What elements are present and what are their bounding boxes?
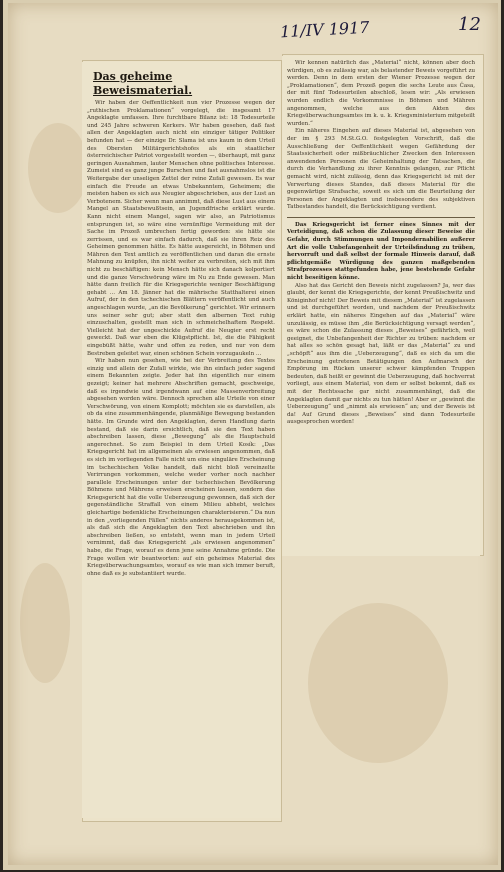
handwritten-folio-number: 12 [458,14,481,35]
column-divider-rule [287,217,475,218]
article-headline: Das geheime Beweismaterial. [93,70,193,97]
article-paragraph: Wir haben der Oeffentlichkeit nun vier Prozesse wegen der „ruthischen Proklamationen“ vorgelegt, die insgesamt 17 Angeklagte umfassen. Ihre furchtbare Bilanz ist: 18 Todesurteile und 245 Jahre schweren Kerkers. Wir haben gesehen, daß fast allen der Angeklagten auch nicht ein einziger tätiger Politiker befunden hat — der einzige Dr. Slama ist uns kaum in dem Urteil des Obersten Militärgerichtshofes als ein staatlicher österreichischer Patriot vorgestellt worden —, überhaupt, mit ganz geringen Ausnahmen, lauter Menschen ohne politisches Interesse. Zumeist sind es ganz junge Burschen und fast ausnahmslos ist die Weitergabe der unseligen Zettel der reine Zufall gewesen. Es war einfach die Freude an etwas Unbekanntem, Geheimem; die meisten haben es sich aus Neugier abgeschrieben, aus der Lust an Verbotenem. Sicher wenn man annimmt, daß diese Lust aus einem Mangel an Staatsbewußtsein, an Jugendfrische erklärt wurde. Kann nicht einem Mangel, sagen wir also, an Patriotismus entsprungen ist, so wäre eine vernünftige Vermeidung mit der Sache im Prozeß umbrechen fertig geworden: sie hätte sie zerrissen, und es war einfach dadurch, daß sie ihren Reiz des Geheimen genommen hätte. Es hätte ausgereicht, in Böhmen und Mähren den Text amtlich zu veröffentlichen und daran die ernste Mahnung zu knüpfen, ihn nicht weiter zu verbreiten, sich mit ihm nicht zu beschäftigen: kein Mensch hätte sich danach kolportiert und die ganze Verschwörung wäre im Nu zu Ende gewesen. Man hätte dann freilich für die Kriegsgerichte weniger Beschäftigung gehabt … Am 18. Jänner hat die mährische Statthalterei einen Aufruf, der in den tschechischen Blättern veröffentlicht und auch angeschlagen wurde, „an die Bevölkerung“ gerichtet. Wir erinnern uns seiner sehr gut; aber statt den albernen Text ruhig einzuschalten, gestellt man sich in schmeichelhaftem Respekt. Vielleicht hat der ungeschickte Aufruf die Neugier erst recht geweckt. Daß war eben die Klügstpflicht. Ist, die die Fähigkeit eingebüßt hätte, wahr und offen zu reden, und nur von dem Bestreben geleitet war, einen schönen Schein vorzugaukeln … [87,100,275,357]
paper-stain [20,563,70,683]
article-column-right [282,56,480,556]
article-paragraph-bold: Das Kriegsgericht ist ferner eines Sinnes mit der Verteidigung, daß schon die Zulassung dieser Beweise die Gefahr, durch Stimmungen und Impondernabilien außerer Art die volle Unbefangenheit der Urteilsfindung zu trüben, hervorruft und daß selbst der formale Hinweis darauf, daß pflichtgemäße Würdigung des ganzen maßgebenden Strafprozesses stattgefunden habe, jene bestehende Gefahr nicht beseitigen könne. [287,221,475,282]
paper-stain [28,123,88,213]
article-paragraph: Ein näheres Eingehen auf dieses Material ist, abgesehen von der im § 293 M.St.G.O. festgelegten Vorschrift, daß die Ausschließung der Oeffentlichkeit wegen Gefährdung der Staatssicherheit oder mißbräuchlicher Zwecken den Interessen anwendenden Personen die Geheimhaltung der Tatsachen, die durch die Verhandlung zu ihrer Kenntnis gelangen, zur Pflicht gemacht wird, nicht zulässig, denn das Kriegsgericht ist mit der Verwertung dieses Standes, daß dieses Material für die gegenwärtige Strafsache, soweit es sich um die Beurteilung der Personen der Angeklagten und insbesondere des subjektiven Tatbestandes handelt, die Berücksichtigung verdient. [287,128,475,211]
handwritten-date: 11/IV 1917 [279,17,370,42]
article-column-left [82,62,280,818]
article-paragraph: Wir haben nun gesehen, wie bei der Verbreitung des Textes einzig und allein der Zufall wirkte, wie ihn einfach jeder sagend einem Bekannten zeigte. Jeder hat ihn eigentlich nur einem gezeigt; keiner hat mehrere Abschriften gemacht, geschweige, daß es irgendwie und irgendwann auf eine Massenverbreitung abgesehen worden wäre. Dennoch sprechen alle Urteile von einer Verschwörung, von einem Komplott; möchten sie es darstellen, als ob da eine zusammenhängende, planmäßige Bewegung bestanden hätte. Im Grunde wird den Angeklagten, deren Handlung darin bestand, daß sie darin ersichtlich, daß sie den Text haben abschreiben lassen, diese „Bewegung“ als die Hauptschuld angerechnet. So zum Beispiel in dem Urteil Kosík: „Das Kriegsgericht hat im allgemeinen als erwiesen angenommen, daß es sich im vorliegenden Falle nicht um eine singuläre Erscheinung im tschechischen Volke handelt, daß nicht bloß vereinzelte Verirrungen vorkommen, welche weder vorher noch nachher parallele Erscheinungen unter der tschechischen Bevölkerung Böhmens und Mährens erweisen erscheinen lassen, sondern das Kriegsgericht hat die volle Ueberzeugung gewonnen, daß sich der gegenständliche Straffall von einem Milieu abhebt, welches gleichartige bedenkliche Erscheinungen charakterisieren.“ Da nun in den „vorliegenden Fällen“ nichts anderes herausgekommen ist, als daß sich die Angeklagten den Text abschrieben und ihn abschreiben ließen, so entsteht, wenn man in jedem Urteil vernimmt, daß das Kriegsgericht „als erwiesen angenommen“ habe, die Frage, worauf es denn jene seine Annahme gründe. Die Frage wollen wir beantworten: auf ein geheimes Material des Kriegsüberwachungsamtes, worauf es wie man sich immer beruft, ohne daß es je substantiiert wurde. [87,358,275,577]
article-paragraph: Also hat das Gericht den Beweis nicht zugelassen? Ja, wer das glaubt, der kennt die Kriegsgerichte, der kennt Preußischwitz und Königinhof nicht! Der Beweis mit diesem „Material“ ist zugelassen und ist durchgeführt worden, und nachdem der Preußischwitz erklärt hatte, ein näheres Eingehen auf das „Material“ wäre unzulässig, es müsse ihm „die Berücksichtigung versagt werden“, es wäre schon die Zulassung dieses „Beweises“ gefährlich, weil geeignet, die Unbefangenheit der Richter zu trüben: nachdem er hat alles so schön gesagt hat, läßt er das „Material“ zu und „schöpft“ aus ihm die „Ueberzeugung“, daß es sich da um die Erscheinung getretenen Betätigungen den Aufmarsch der Empörung im Rücken unserer schwer kämpfenden Truppen bedeuten, daß heißt er gewinnt die Ueberzeugung, daß hochverrat vorliegt, aus einem Material, von dem er selbst bekennt, daß es mit der Rechtssache gar nicht zusammenhängt, daß die Angeklagten damit gar nichts zu tun hätten! Aber er „gewinnt die Ueberzeugung“ und „nimmt als erwiesen“ an; und der Beweis ist da! Auf Grund dieses „Beweises“ sind dann Todesurteile ausgesprochen worden! [287,282,475,426]
article-paragraph: Wir kennen natürlich das „Material“ nicht, können aber doch würdigen, ob es zulässig war, als belastender Beweis vorgeführt zu werden. Denn in dem ersten der Wiener Prozesse wegen der „Proklamationen“, dem Prozeß gegen die sechs Leute aus Časa, der mit fünf Todesurteilen abschloß, lesen wir: „Als erwiesen wurden endlich die Vorkommnisse in Böhmen und Mähren angenommen, welche aus den Akten des Kriegsüberwachungsamtes im k. u. k. Kriegsministerium mitgeteilt wurden.“ [287,60,476,127]
paper-stain [308,603,448,763]
